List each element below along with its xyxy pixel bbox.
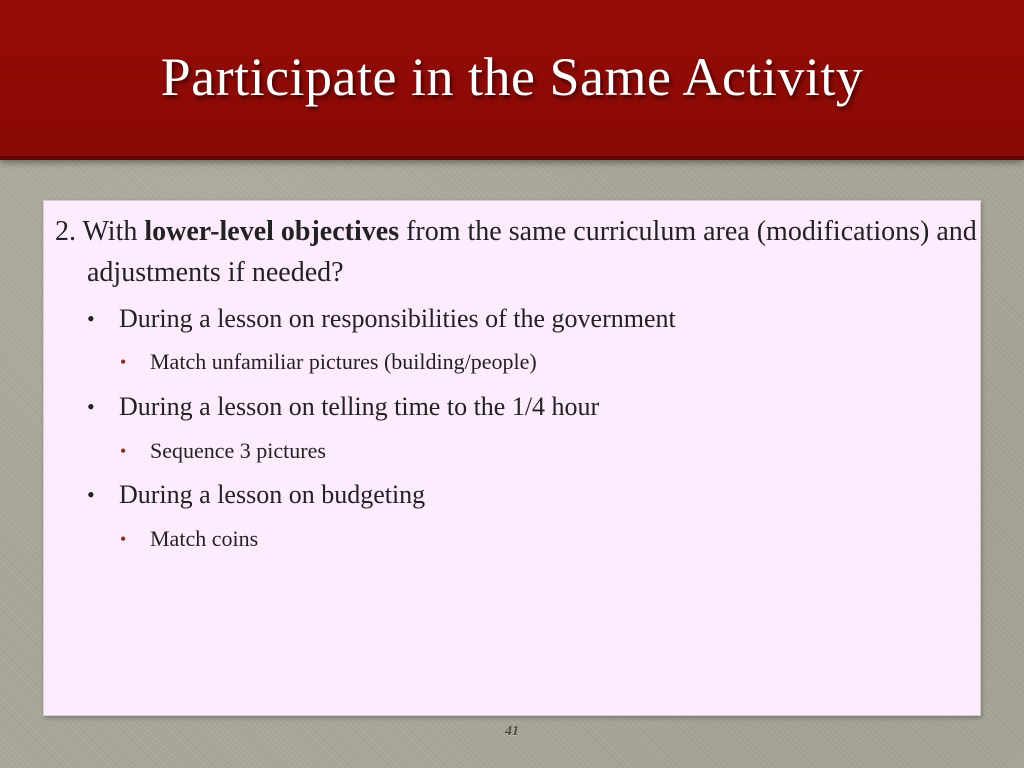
intro-prefix: 2. With: [55, 216, 145, 247]
title-bar: [0, 0, 1024, 160]
sub-bullet-icon: •: [120, 441, 127, 461]
sub-bullet-icon: •: [120, 529, 127, 549]
slide-number: 41: [505, 724, 519, 739]
sub-bullet-label: Match coins: [150, 526, 259, 551]
sub-bullet-label: Match unfamiliar pictures (building/people): [150, 349, 537, 374]
bullet-label: During a lesson on budgeting: [119, 480, 426, 509]
intro-paragraph: [55, 211, 987, 293]
slide-title: Participate in the Same Activity: [160, 47, 864, 107]
bullet-icon: •: [87, 306, 95, 331]
bullet-icon: •: [87, 482, 95, 507]
intro-suffix: from the same curriculum area (modifications) and adjustments if needed?: [87, 216, 977, 288]
content-box: [43, 200, 981, 716]
bullet-icon: •: [87, 394, 95, 419]
intro-bold: lower-level objectives: [144, 216, 400, 247]
sub-bullet-icon: •: [120, 352, 127, 372]
bullet-label: During a lesson on responsibilities of the government: [119, 304, 676, 333]
bullet-label: During a lesson on telling time to the 1/4 hour: [119, 392, 600, 421]
sub-bullet-label: Sequence 3 pictures: [150, 438, 326, 463]
